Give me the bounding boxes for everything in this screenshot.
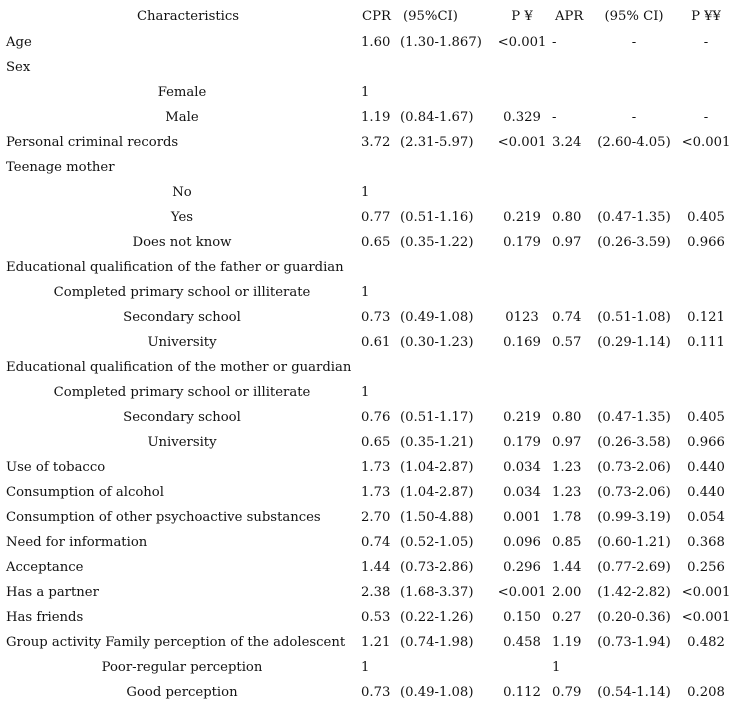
cpr-value: 0.61: [361, 335, 391, 350]
ci-adjusted-value: (0.54-1.14): [597, 685, 671, 700]
apr-value: 1.23: [552, 485, 582, 500]
ci-adjusted-value: (0.51-1.08): [597, 310, 671, 325]
table-row: [0, 355, 739, 380]
cpr-value: 1: [361, 385, 370, 400]
table-row: [0, 30, 739, 55]
apr-value: 0.97: [552, 235, 582, 250]
p-adjusted-value: 0.121: [687, 310, 725, 325]
p-crude-value: <0.001: [497, 585, 547, 600]
table-row: [0, 105, 739, 130]
p-adjusted-value: <0.001: [681, 610, 731, 625]
p-crude-value: 0.296: [503, 560, 541, 575]
ci-crude-value: (0.30-1.23): [400, 335, 474, 350]
row-label: Completed primary school or illiterate: [53, 285, 311, 300]
row-label: Group activity Family perception of the adolescent: [6, 635, 346, 650]
p-crude-value: 0.150: [503, 610, 541, 625]
ci-crude-value: (0.35-1.21): [400, 435, 474, 450]
cpr-value: 0.77: [361, 210, 391, 225]
cpr-value: 2.38: [361, 585, 391, 600]
cpr-value: 1.73: [361, 485, 391, 500]
row-label: Female: [157, 85, 207, 100]
apr-value: 0.97: [552, 435, 582, 450]
table-row: [0, 480, 739, 505]
table-header-row: [0, 4, 739, 30]
row-label: Completed primary school or illiterate: [53, 385, 311, 400]
ci-crude-value: (0.52-1.05): [400, 535, 474, 550]
apr-value: 0.27: [552, 610, 582, 625]
apr-value: 1.78: [552, 510, 582, 525]
ci-crude-value: (1.50-4.88): [400, 510, 474, 525]
ci-crude-value: (1.30-1.867): [400, 35, 482, 50]
ci-crude-value: (0.51-1.17): [400, 410, 474, 425]
table-row: [0, 80, 739, 105]
cpr-value: 1.73: [361, 460, 391, 475]
p-adjusted-value: 0.440: [687, 460, 725, 475]
p-crude-value: 0.001: [503, 510, 541, 525]
ci-adjusted-value: (1.42-2.82): [597, 585, 671, 600]
p-crude-value: 0.329: [503, 110, 541, 125]
header-p-adjusted: P ¥¥: [691, 9, 721, 24]
apr-value: 0.57: [552, 335, 582, 350]
cpr-value: 0.65: [361, 235, 391, 250]
table-row: [0, 155, 739, 180]
table-row: [0, 55, 739, 80]
apr-value: 1.44: [552, 560, 582, 575]
row-label: Consumption of alcohol: [6, 485, 164, 500]
row-label: Has a partner: [6, 585, 99, 600]
table-row: [0, 305, 739, 330]
cpr-value: 0.76: [361, 410, 391, 425]
p-crude-value: 0.179: [503, 235, 541, 250]
header-apr: APR: [555, 9, 584, 24]
p-crude-value: 0.096: [503, 535, 541, 550]
cpr-value: 1: [361, 185, 370, 200]
ci-adjusted-value: -: [631, 35, 637, 50]
p-crude-value: <0.001: [497, 135, 547, 150]
ci-crude-value: (0.49-1.08): [400, 310, 474, 325]
table-row: [0, 405, 739, 430]
p-adjusted-value: 0.966: [687, 235, 725, 250]
ci-adjusted-value: (0.26-3.58): [597, 435, 671, 450]
ci-crude-value: (0.35-1.22): [400, 235, 474, 250]
ci-crude-value: (0.73-2.86): [400, 560, 474, 575]
apr-value: 0.74: [552, 310, 582, 325]
table-row: [0, 455, 739, 480]
row-label: Secondary school: [123, 310, 241, 325]
ci-crude-value: (0.51-1.16): [400, 210, 474, 225]
table-row: [0, 580, 739, 605]
ci-adjusted-value: (0.73-1.94): [597, 635, 671, 650]
cpr-value: 0.74: [361, 535, 391, 550]
cpr-value: 0.53: [361, 610, 391, 625]
row-label: Teenage mother: [6, 160, 115, 175]
apr-value: 0.85: [552, 535, 582, 550]
cpr-value: 1.60: [361, 35, 391, 50]
table-row: [0, 380, 739, 405]
p-adjusted-value: 0.111: [687, 335, 725, 350]
cpr-value: 0.73: [361, 310, 391, 325]
ci-crude-value: (0.84-1.67): [400, 110, 474, 125]
row-label: University: [147, 435, 217, 450]
header-ci-adjusted: (95% CI): [604, 9, 664, 24]
table-row: [0, 230, 739, 255]
cpr-value: 0.73: [361, 685, 391, 700]
p-crude-value: 0.219: [503, 410, 541, 425]
row-label: Educational qualification of the father or guardian: [6, 260, 344, 275]
apr-value: 0.80: [552, 410, 582, 425]
ci-adjusted-value: (0.29-1.14): [597, 335, 671, 350]
row-label: Has friends: [6, 610, 84, 625]
apr-value: -: [552, 35, 557, 50]
row-label: Educational qualification of the mother or guardian: [6, 360, 352, 375]
cpr-value: 2.70: [361, 510, 391, 525]
cpr-value: 1.44: [361, 560, 391, 575]
row-label: Consumption of other psychoactive substances: [6, 510, 321, 525]
p-adjusted-value: 0.256: [687, 560, 725, 575]
ci-adjusted-value: (0.60-1.21): [597, 535, 671, 550]
table-row: [0, 655, 739, 680]
row-label: Good perception: [126, 685, 238, 700]
apr-value: -: [552, 110, 557, 125]
p-adjusted-value: -: [703, 35, 709, 50]
p-adjusted-value: 0.208: [687, 685, 725, 700]
p-crude-value: 0.034: [503, 485, 541, 500]
apr-value: 2.00: [552, 585, 582, 600]
table-row: [0, 130, 739, 155]
ci-adjusted-value: (0.47-1.35): [597, 210, 671, 225]
table-row: [0, 330, 739, 355]
ci-crude-value: (1.04-2.87): [400, 460, 474, 475]
p-crude-value: 0.219: [503, 210, 541, 225]
ci-adjusted-value: (2.60-4.05): [597, 135, 671, 150]
ci-crude-value: (0.49-1.08): [400, 685, 474, 700]
header-p-crude: P ¥: [511, 9, 533, 24]
row-label: Personal criminal records: [6, 135, 179, 150]
table-row: [0, 505, 739, 530]
row-label: Yes: [170, 210, 194, 225]
cpr-value: 0.65: [361, 435, 391, 450]
p-crude-value: 0123: [505, 310, 539, 325]
table-row: [0, 555, 739, 580]
cpr-value: 1: [361, 660, 370, 675]
p-crude-value: 0.034: [503, 460, 541, 475]
row-label: Acceptance: [6, 560, 84, 575]
table-row: [0, 605, 739, 630]
row-label: Use of tobacco: [6, 460, 106, 475]
ci-adjusted-value: (0.73-2.06): [597, 460, 671, 475]
ci-crude-value: (0.74-1.98): [400, 635, 474, 650]
cpr-value: 1: [361, 285, 370, 300]
cpr-value: 3.72: [361, 135, 391, 150]
p-crude-value: 0.179: [503, 435, 541, 450]
table-row: [0, 680, 739, 705]
p-crude-value: 0.169: [503, 335, 541, 350]
apr-value: 0.80: [552, 210, 582, 225]
table-row: [0, 630, 739, 655]
ci-crude-value: (0.22-1.26): [400, 610, 474, 625]
p-adjusted-value: 0.440: [687, 485, 725, 500]
p-adjusted-value: 0.368: [687, 535, 725, 550]
p-adjusted-value: 0.482: [687, 635, 725, 650]
ci-adjusted-value: (0.77-2.69): [597, 560, 671, 575]
p-adjusted-value: <0.001: [681, 135, 731, 150]
header-cpr: CPR: [362, 9, 391, 24]
table-row: [0, 205, 739, 230]
ci-crude-value: (2.31-5.97): [400, 135, 474, 150]
apr-value: 3.24: [552, 135, 582, 150]
cpr-value: 1: [361, 85, 370, 100]
ci-adjusted-value: (0.99-3.19): [597, 510, 671, 525]
apr-value: 0.79: [552, 685, 582, 700]
cpr-value: 1.19: [361, 110, 391, 125]
ci-adjusted-value: (0.20-0.36): [597, 610, 671, 625]
row-label: No: [172, 185, 192, 200]
row-label: Secondary school: [123, 410, 241, 425]
row-label: Need for information: [6, 535, 148, 550]
row-label: Age: [6, 35, 32, 50]
row-label: Poor-regular perception: [101, 660, 263, 675]
p-adjusted-value: 0.405: [687, 210, 725, 225]
p-crude-value: <0.001: [497, 35, 547, 50]
p-adjusted-value: -: [703, 110, 709, 125]
apr-value: 1: [552, 660, 561, 675]
ci-adjusted-value: (0.47-1.35): [597, 410, 671, 425]
p-adjusted-value: 0.405: [687, 410, 725, 425]
ci-crude-value: (1.04-2.87): [400, 485, 474, 500]
ci-adjusted-value: -: [631, 110, 637, 125]
header-ci-crude: (95%CI): [403, 9, 458, 24]
table-row: [0, 530, 739, 555]
row-label: University: [147, 335, 217, 350]
table-row: [0, 255, 739, 280]
header-characteristics: Characteristics: [136, 9, 240, 24]
apr-value: 1.19: [552, 635, 582, 650]
ci-crude-value: (1.68-3.37): [400, 585, 474, 600]
p-crude-value: 0.458: [503, 635, 541, 650]
table-row: [0, 280, 739, 305]
cpr-value: 1.21: [361, 635, 391, 650]
ci-adjusted-value: (0.73-2.06): [597, 485, 671, 500]
ci-adjusted-value: (0.26-3.59): [597, 235, 671, 250]
p-crude-value: 0.112: [503, 685, 541, 700]
table-row: [0, 180, 739, 205]
apr-value: 1.23: [552, 460, 582, 475]
row-label: Male: [165, 110, 199, 125]
table-body: [0, 30, 739, 705]
row-label: Does not know: [132, 235, 232, 250]
table-row: [0, 430, 739, 455]
p-adjusted-value: 0.966: [687, 435, 725, 450]
p-adjusted-value: <0.001: [681, 585, 731, 600]
p-adjusted-value: 0.054: [687, 510, 725, 525]
row-label: Sex: [6, 60, 31, 75]
